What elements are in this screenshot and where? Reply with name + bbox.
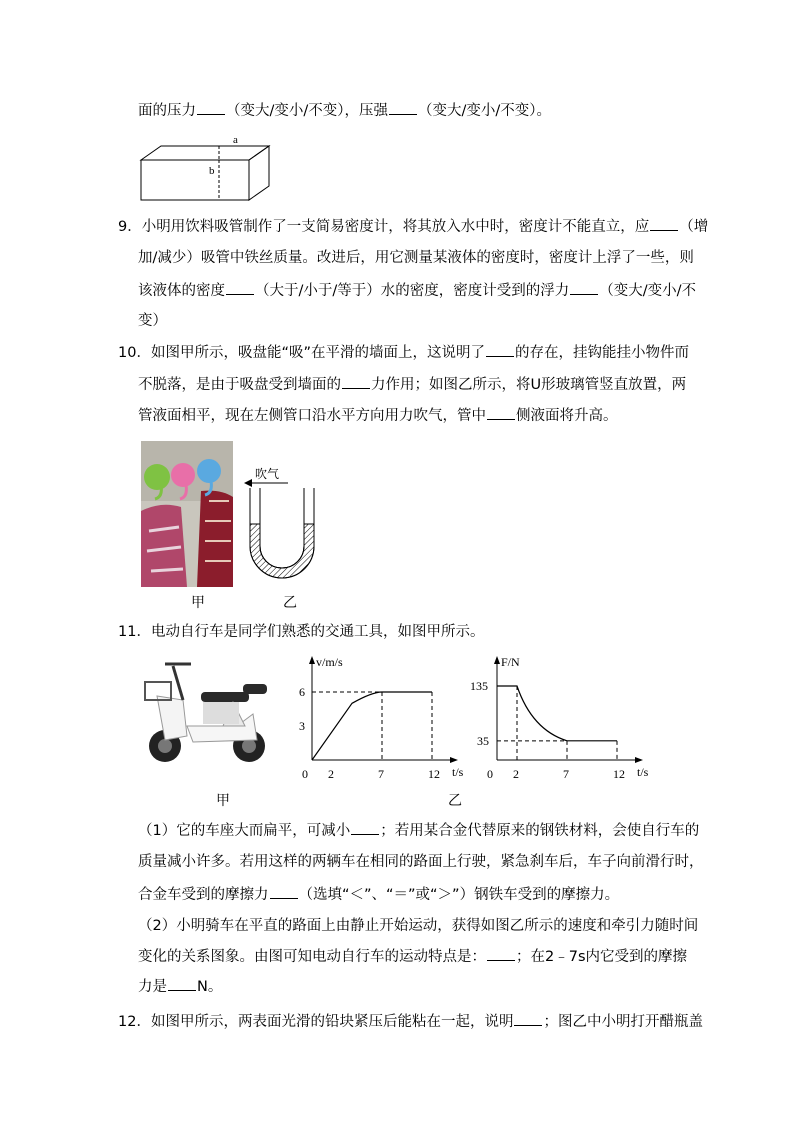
q11-p2-line (138, 976, 222, 997)
electric-bike-photo (137, 656, 277, 772)
x-tick-label: 7 (378, 767, 384, 780)
q11-text: N。 (197, 979, 223, 995)
q9-text: （大于/小于/等于）水的密度，密度计受到的浮力 (255, 283, 570, 299)
answer-blank[interactable] (197, 100, 225, 115)
q10-text: 的存在，挂钩能挂小物件而 (514, 345, 689, 361)
x-axis-label: t/s (452, 765, 464, 779)
x-tick-label: 0 (487, 767, 493, 780)
caption-jia: 甲 (216, 793, 230, 809)
q9-line (138, 280, 696, 301)
q8-text: （变大/变小/不变）。 (418, 103, 552, 119)
x-axis-arrow (450, 757, 458, 763)
q11-intro: 11．电动自行车是同学们熟悉的交通工具，如图甲所示。 (118, 624, 485, 640)
series-line (497, 686, 617, 741)
q11-p1-line (138, 820, 699, 841)
q9-text: 9．小明用饮料吸管制作了一支简易密度计，将其放入水中时，密度计不能直立，应 (118, 219, 650, 235)
q12-text: 12．如图甲所示，两表面光滑的铅块紧压后能粘在一起，说明 (118, 1014, 514, 1030)
q10-text: 不脱落，是由于吸盘受到墙面的 (138, 377, 341, 393)
x-tick-label: 2 (513, 767, 519, 780)
block-figure (135, 132, 275, 206)
q9-text: 该液体的密度 (138, 283, 225, 299)
y-axis-arrow (494, 656, 500, 664)
u-tube-figure (240, 462, 320, 586)
q8-text-line (138, 100, 551, 121)
caption-yi: 乙 (283, 595, 297, 611)
answer-blank[interactable] (168, 976, 196, 991)
answer-blank[interactable] (270, 884, 298, 899)
q9-line (118, 216, 708, 237)
answer-blank[interactable] (487, 946, 515, 961)
q11-p1-line (138, 884, 619, 905)
velocity-time-chart (296, 650, 476, 780)
caption-jia: 甲 (191, 595, 205, 611)
x-axis-arrow (635, 757, 643, 763)
force-time-chart (465, 650, 665, 780)
caption-yi: 乙 (448, 793, 462, 809)
q9-text: （增 (679, 219, 709, 235)
q12-line (118, 1011, 703, 1032)
answer-blank[interactable] (514, 1011, 542, 1026)
q12-text: ；图乙中小明打开醋瓶盖 (543, 1014, 703, 1030)
q10-text: 侧液面将升高。 (516, 408, 618, 424)
q11-p2-line: （2）小明骑车在平直的路面上由静止开始运动，获得如图乙所示的速度和牵引力随时间 (138, 918, 699, 934)
label-b: b (209, 165, 215, 177)
label-a: a (233, 134, 238, 146)
q10-text: 力作用；如图乙所示，将U形玻璃管竖直放置，两 (371, 377, 687, 393)
y-tick-label: 135 (470, 679, 488, 693)
answer-blank[interactable] (226, 280, 254, 295)
x-tick-label: 12 (428, 767, 440, 780)
x-tick-label: 7 (563, 767, 569, 780)
q11-text: （1）它的车座大而扁平，可减小 (138, 823, 351, 839)
q10-text: 管液面相平，现在左侧管口沿水平方向用力吹气，管中 (138, 408, 486, 424)
y-tick-label: 3 (299, 719, 305, 733)
q10-line (118, 342, 689, 363)
q9-line: 变） (138, 313, 167, 329)
answer-blank[interactable] (351, 820, 379, 835)
y-axis-arrow (309, 656, 315, 664)
q8-text: （变大/变小/不变），压强 (226, 103, 389, 119)
q11-p2-line (138, 946, 687, 967)
blow-label: 吹气 (255, 467, 280, 481)
q10-line (138, 405, 618, 426)
y-axis-label: v/m/s (316, 655, 343, 669)
q8-text: 面的压力 (138, 103, 196, 119)
q11-text: （选填“＜”、“＝”或“＞”）钢铁车受到的摩擦力。 (298, 887, 620, 903)
q9-text: （变大/变小/不 (599, 283, 697, 299)
answer-blank[interactable] (650, 216, 678, 231)
y-tick-label: 35 (477, 733, 489, 748)
answer-blank[interactable] (487, 405, 515, 420)
x-tick-label: 0 (302, 767, 308, 780)
answer-blank[interactable] (342, 374, 370, 389)
answer-blank[interactable] (570, 280, 598, 295)
x-tick-label: 2 (328, 767, 334, 780)
q11-text: ；若用某合金代替原来的钢铁材料，会使自行车的 (380, 823, 700, 839)
q11-text: 合金车受到的摩擦力 (138, 887, 269, 903)
q9-line: 加/减少）吸管中铁丝质量。改进后，用它测量某液体的密度时，密度计上浮了一些，则 (138, 250, 694, 266)
q10-line (138, 374, 686, 395)
answer-blank[interactable] (486, 342, 514, 357)
q11-text: 变化的关系图象。由图可知电动自行车的运动特点是： (138, 949, 486, 965)
series-line (312, 692, 432, 760)
suction-hooks-photo (141, 441, 233, 587)
y-tick-label: 6 (299, 685, 305, 699)
x-axis-label: t/s (637, 765, 649, 779)
q11-text: 力是 (138, 979, 167, 995)
q11-text: ；在2﹣7s内它受到的摩擦 (516, 949, 688, 965)
answer-blank[interactable] (389, 100, 417, 115)
y-axis-label: F/N (501, 655, 520, 669)
q11-p1-line: 质量减小许多。若用这样的两辆车在相同的路面上行驶，紧急刹车后，车子向前滑行时， (138, 854, 704, 870)
q10-text: 10．如图甲所示，吸盘能“吸”在平滑的墙面上，这说明了 (118, 345, 485, 361)
x-tick-label: 12 (613, 767, 625, 780)
